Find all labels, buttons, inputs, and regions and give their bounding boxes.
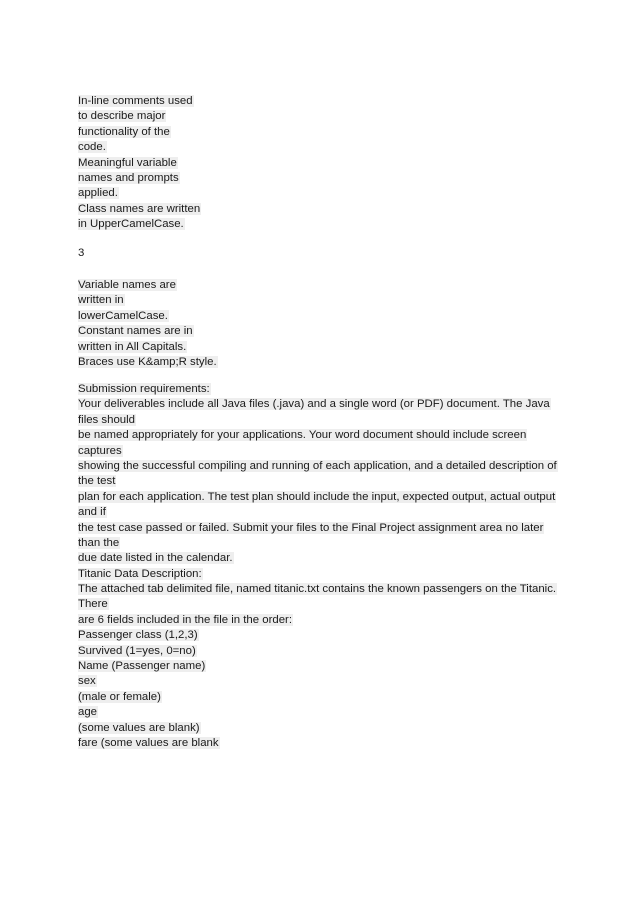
text-line-content: The attached tab delimited file, named titanic.txt contains the known passengers on the Titanic. xyxy=(78,583,557,596)
text-line-content: in UpperCamelCase. xyxy=(78,218,184,231)
text-line xyxy=(78,444,578,459)
text-line xyxy=(78,109,578,124)
text-line-content: applied. xyxy=(78,187,118,200)
text-line xyxy=(78,628,578,643)
text-line-content: Titanic Data Description: xyxy=(78,567,202,580)
text-line-content: be named appropriately for your applications. Your word document should include screen xyxy=(78,429,527,442)
text-line-content: Constant names are in xyxy=(78,325,193,338)
text-line-content: (some values are blank) xyxy=(78,721,200,734)
text-line-content: fare (some values are blank xyxy=(78,736,219,749)
text-line xyxy=(78,597,578,612)
text-line-content: written in All Capitals. xyxy=(78,340,187,353)
text-line xyxy=(78,171,578,186)
text-line xyxy=(78,690,578,705)
text-line-content: Braces use K&amp;R style. xyxy=(78,355,217,368)
text-line xyxy=(78,521,578,536)
text-line xyxy=(78,551,578,566)
text-line xyxy=(78,217,578,232)
text-line-content: names and prompts xyxy=(78,171,179,184)
text-line xyxy=(78,140,578,155)
text-line-content: captures xyxy=(78,444,122,457)
text-line-content: sex xyxy=(78,675,96,688)
text-line xyxy=(78,309,578,324)
text-line xyxy=(78,324,578,339)
text-line xyxy=(78,536,578,551)
text-line xyxy=(78,202,578,217)
score-value xyxy=(78,246,578,261)
text-line xyxy=(78,490,578,505)
text-line xyxy=(78,659,578,674)
text-line-content: Variable names are xyxy=(78,279,176,291)
text-line xyxy=(78,413,578,428)
text-line xyxy=(78,736,578,751)
text-line-content: age xyxy=(78,706,98,719)
text-line-content: the test xyxy=(78,475,116,488)
text-line-content: Your deliverables include all Java files (.java) and a single word (or PDF) document. The Java xyxy=(78,398,550,411)
text-line xyxy=(78,459,578,474)
text-line xyxy=(78,644,578,659)
text-line xyxy=(78,705,578,720)
text-line-content: the test case passed or failed. Submit your files to the Final Project assignment area no later xyxy=(78,521,544,534)
text-line-content: functionality of the xyxy=(78,125,170,138)
text-line-content: Class names are written xyxy=(78,202,201,215)
submission-requirements-block xyxy=(78,382,578,751)
text-line xyxy=(78,340,578,355)
text-line-content: code. xyxy=(78,141,106,154)
text-line-content: written in xyxy=(78,294,124,307)
text-line xyxy=(78,125,578,140)
text-line xyxy=(78,428,578,443)
text-line xyxy=(78,355,578,370)
text-line-content: lowerCamelCase. xyxy=(78,309,168,322)
text-line xyxy=(78,474,578,489)
text-line-content: Passenger class (1,2,3) xyxy=(78,629,198,642)
text-line xyxy=(78,278,578,293)
rubric-style-block xyxy=(78,278,578,370)
text-line xyxy=(78,382,578,397)
text-line xyxy=(78,613,578,628)
text-line-content: Name (Passenger name) xyxy=(78,660,206,673)
score-block xyxy=(78,246,578,261)
text-line xyxy=(78,156,578,171)
text-line-content: than the xyxy=(78,536,120,549)
text-line xyxy=(78,186,578,201)
text-line xyxy=(78,721,578,736)
text-line xyxy=(78,567,578,582)
text-line-content: showing the successful compiling and running of each application, and a detailed description of xyxy=(78,459,557,472)
text-line-content: Submission requirements: xyxy=(78,383,210,395)
text-line xyxy=(78,94,578,109)
text-line-content: Meaningful variable xyxy=(78,156,177,169)
text-line xyxy=(78,397,578,412)
text-line xyxy=(78,674,578,689)
text-line xyxy=(78,582,578,597)
text-line-content: to describe major xyxy=(78,110,166,123)
text-line-content: In-line comments used xyxy=(78,95,193,107)
text-line-content: and if xyxy=(78,506,106,519)
text-line xyxy=(78,505,578,520)
text-line-content: are 6 fields included in the file in the order: xyxy=(78,613,293,626)
text-line-content: There xyxy=(78,598,108,611)
text-line-content: files should xyxy=(78,413,135,426)
text-line-content: (male or female) xyxy=(78,690,161,703)
text-line-content: plan for each application. The test plan should include the input, expected output, actual output xyxy=(78,490,556,503)
text-line-content: Survived (1=yes, 0=no) xyxy=(78,644,196,657)
score-text: 3 xyxy=(78,247,85,259)
text-line xyxy=(78,293,578,308)
text-line-content: due date listed in the calendar. xyxy=(78,552,233,565)
rubric-criteria-block xyxy=(78,94,578,233)
